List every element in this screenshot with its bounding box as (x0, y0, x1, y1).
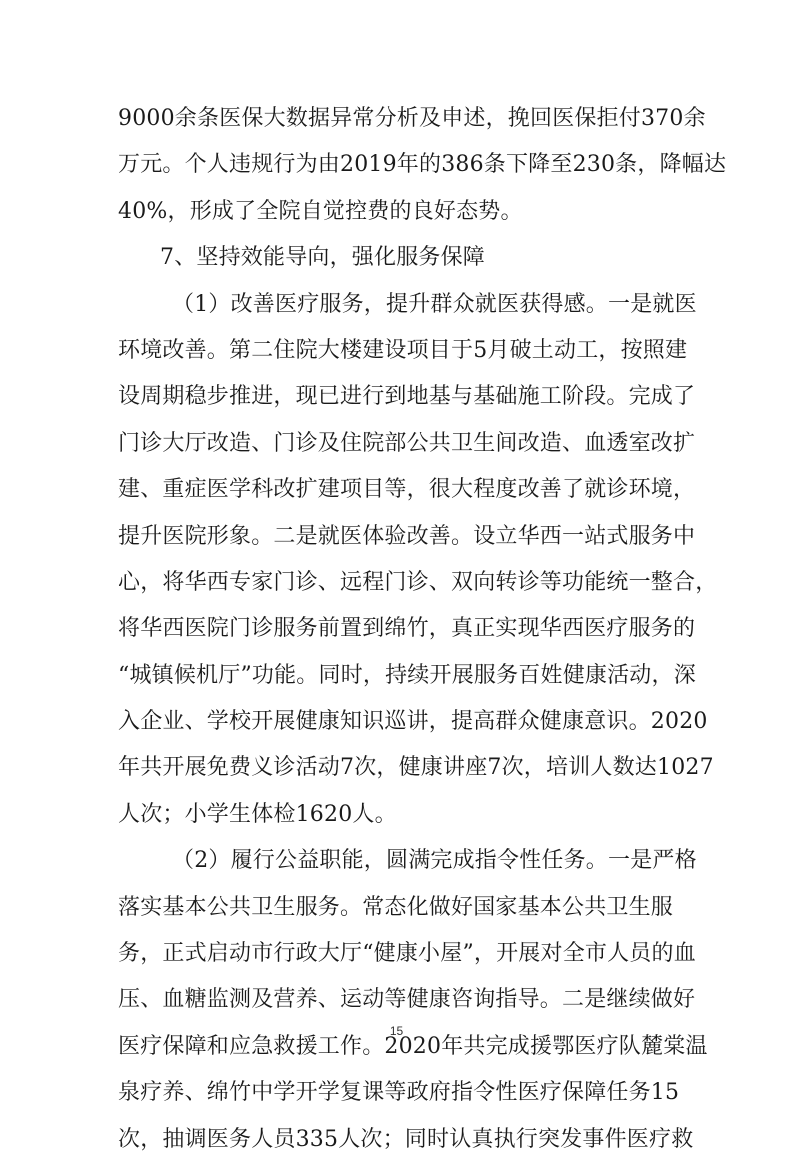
text-line: 将华西医院门诊服务前置到绵竹，真正实现华西医疗服务的 (118, 616, 696, 642)
text-line: 泉疗养、绵竹中学开学复课等政府指令性医疗保障任务15 (118, 1080, 680, 1106)
text-line: 入企业、学校开展健康知识巡讲，提高群众健康意识。2020 (118, 709, 708, 735)
text-line: 次，抽调医务人员335人次；同时认真执行突发事件医疗救 (118, 1126, 694, 1152)
text-line: 人次；小学生体检1620人。 (118, 801, 397, 827)
text-line: 建、重症医学科改扩建项目等，很大程度改善了就诊环境， (118, 477, 696, 503)
text-line: 环境改善。第二住院大楼建设项目于5月破土动工，按照建 (118, 337, 688, 363)
subsection-heading: （1）改善医疗服务，提升群众就医获得感。一是就医 (172, 291, 697, 317)
text-line: 压、血糖监测及营养、运动等健康咨询指导。二是继续做好 (118, 987, 696, 1013)
document-body (118, 96, 727, 1163)
text-line: 设周期稳步推进，现已进行到地基与基础施工阶段。完成了 (118, 384, 696, 410)
text-line: 年共开展免费义诊活动7次，健康讲座7次，培训人数达1027 (118, 755, 714, 781)
text-line: 40%，形成了全院自觉控费的良好态势。 (118, 198, 523, 224)
text-line: 务，正式启动市行政大厅“健康小屋”，开展对全市人员的血 (118, 941, 696, 967)
text-line: 落实基本公共卫生服务。常态化做好国家基本公共卫生服 (118, 894, 674, 920)
page-number: 15 (389, 1024, 404, 1038)
text-line: 9000余条医保大数据异常分析及申述，挽回医保拒付370余 (118, 106, 706, 131)
text-line: 医疗保障和应急救援工作。2020年共完成援鄂医疗队麓棠温 (118, 1033, 708, 1059)
text-line: 万元。个人违规行为由2019年的386条下降至230条，降幅达 (118, 152, 727, 178)
text-line: 提升医院形象。二是就医体验改善。设立华西一站式服务中 (118, 523, 696, 549)
subsection-heading: （2）履行公益职能，圆满完成指令性任务。一是严格 (172, 848, 697, 874)
text-line: “城镇候机厅”功能。同时，持续开展服务百姓健康活动，深 (118, 662, 696, 688)
text-line: 心，将华西专家门诊、远程门诊、双向转诊等功能统一整合， (118, 569, 718, 595)
section-heading: 7、坚持效能导向，强化服务保障 (160, 245, 485, 271)
text-line: 门诊大厅改造、门诊及住院部公共卫生间改造、血透室改扩 (118, 430, 696, 456)
